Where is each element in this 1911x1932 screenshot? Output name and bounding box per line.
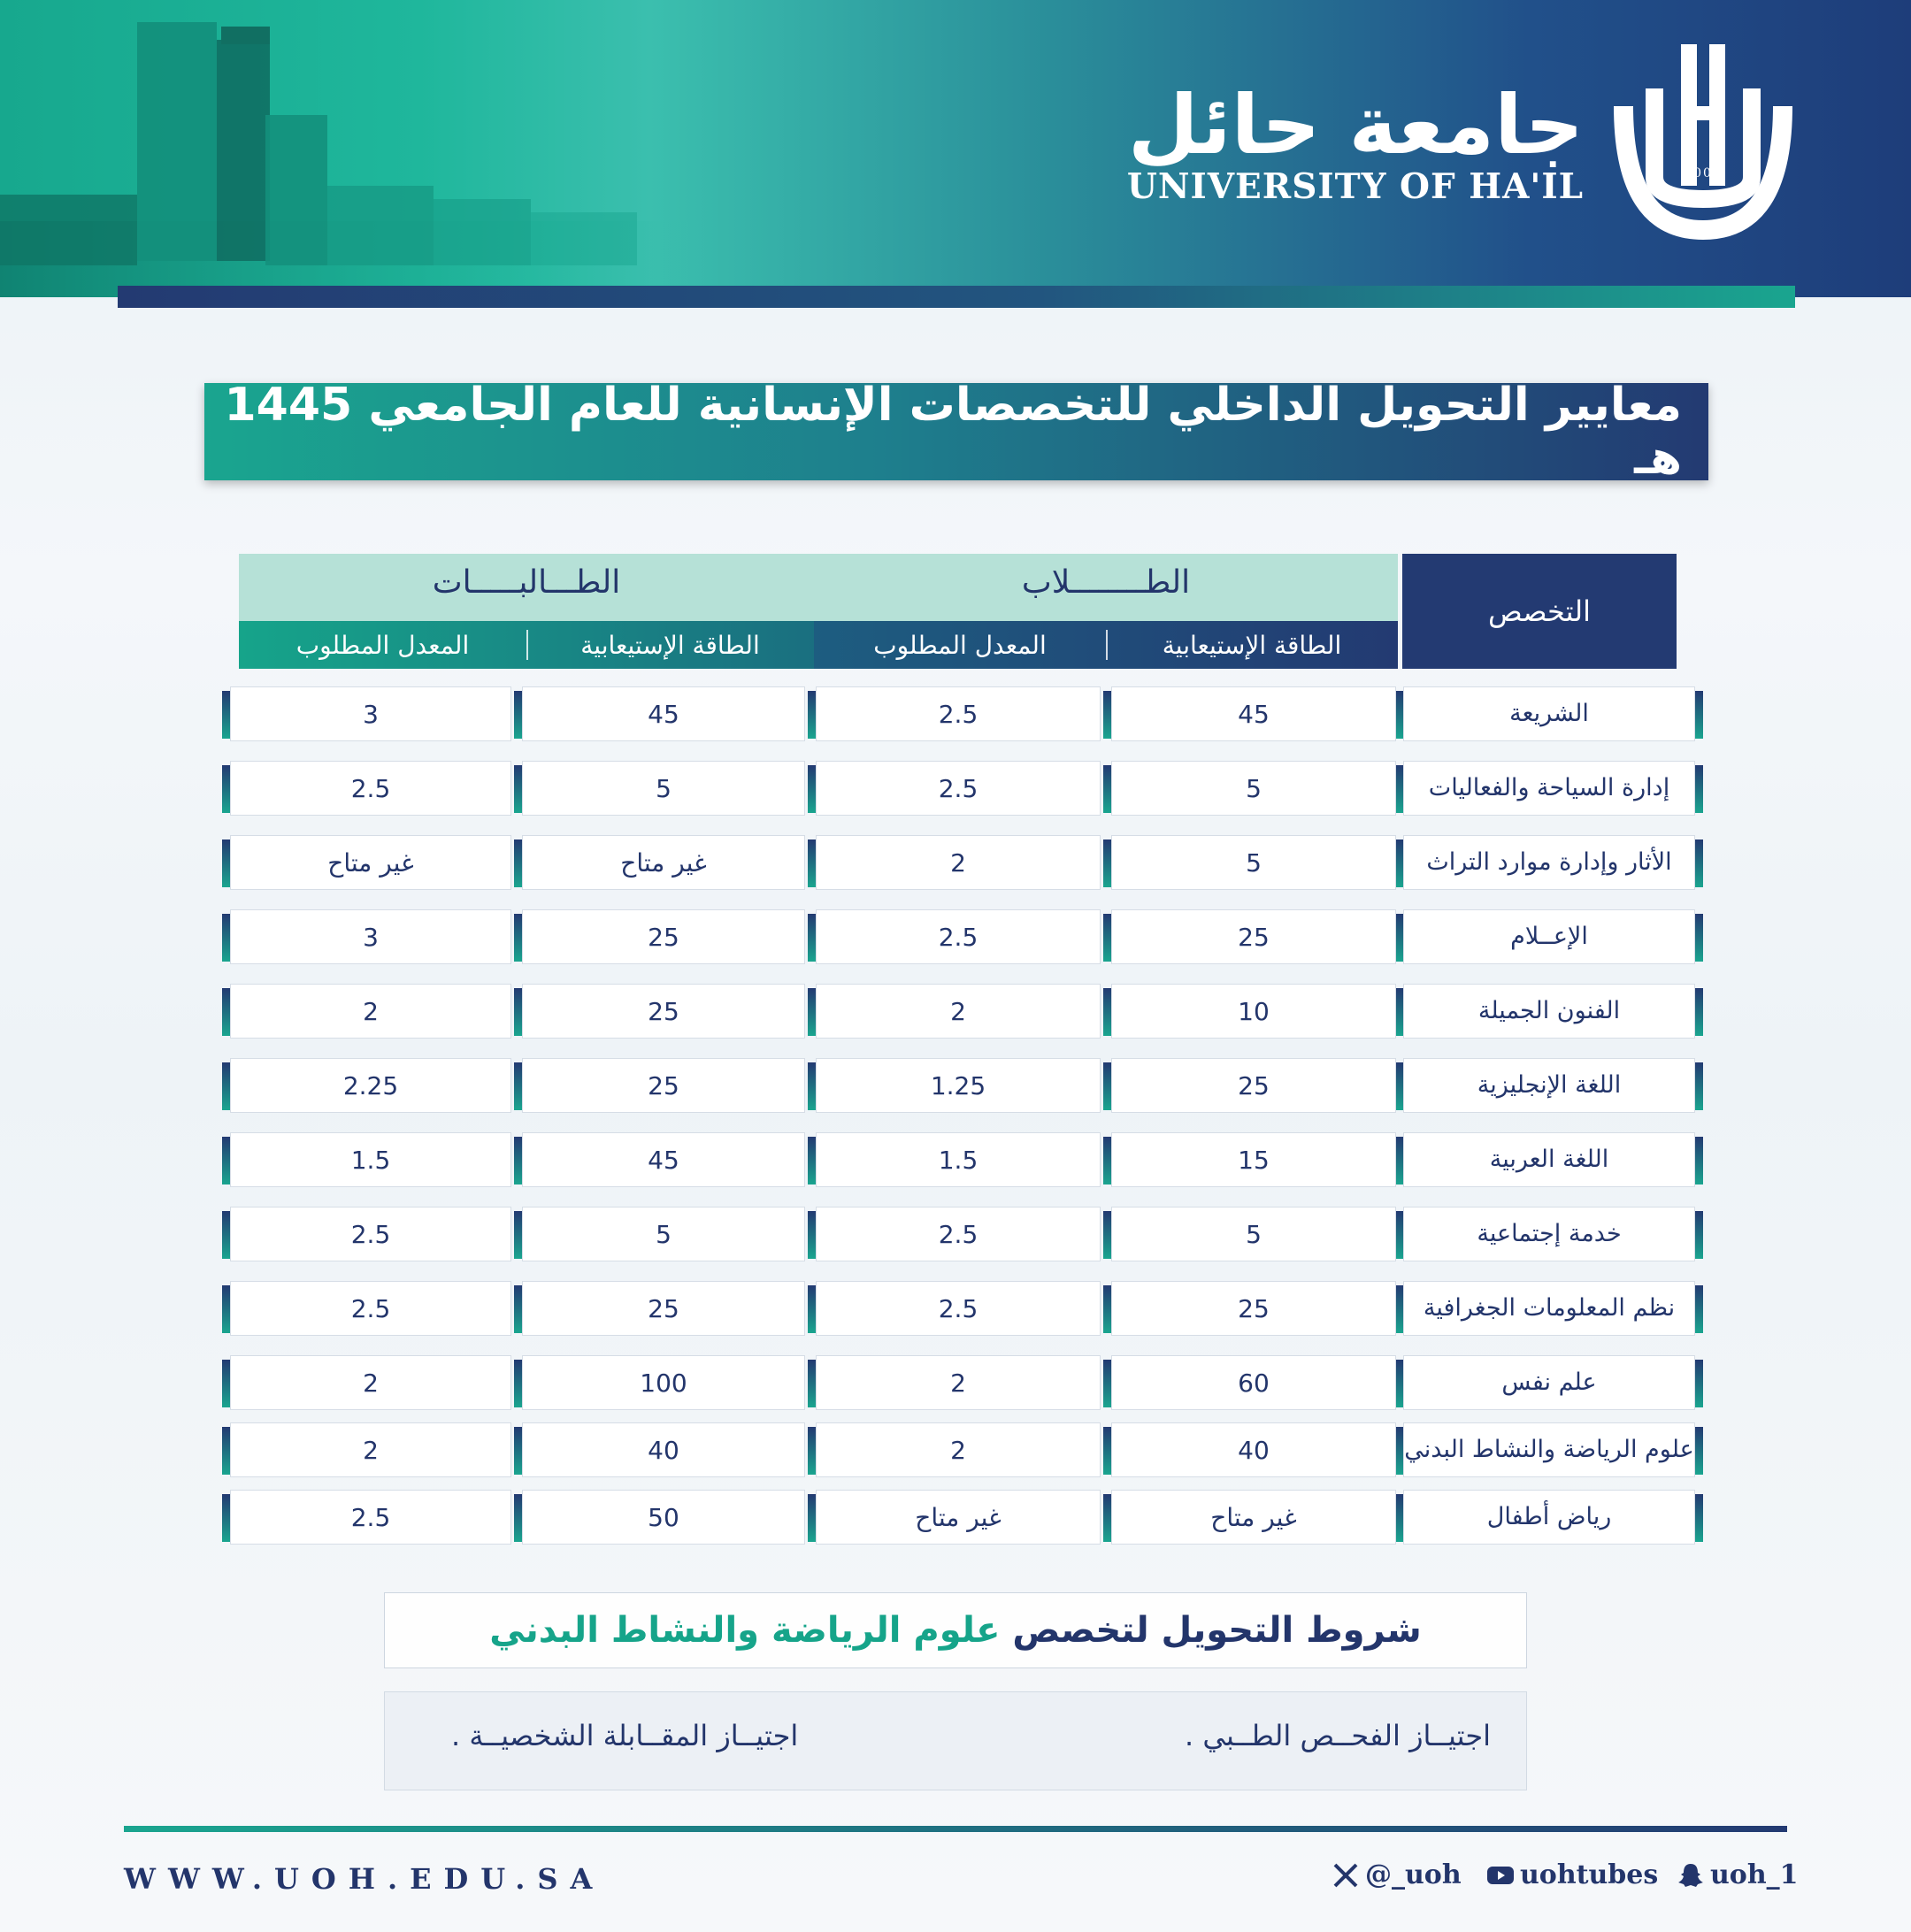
cell-accent-tab: [222, 1137, 230, 1184]
table-row: [218, 1422, 1695, 1479]
major-column-header: التخصص: [1402, 554, 1677, 669]
cell-accent-tab: [222, 765, 230, 813]
cell-accent-tab: [514, 1427, 522, 1475]
cell-accent-tab: [1103, 1062, 1111, 1110]
cell-accent-tab: [808, 1360, 816, 1407]
cell-accent-tab: [514, 1062, 522, 1110]
female-gpa-cell: غير متاح: [230, 835, 511, 890]
female-gpa-cell: 2.5: [230, 1281, 511, 1336]
cell-accent-tab: [222, 1360, 230, 1407]
cell-accent-tab: [1395, 1427, 1403, 1475]
cell-accent-tab: [222, 1211, 230, 1259]
cell-accent-tab: [222, 1427, 230, 1475]
university-name-english: UNIVERSITY OF HA'IL: [1126, 166, 1584, 207]
table-row: [218, 1355, 1695, 1412]
female-capacity-cell: 25: [522, 1281, 805, 1336]
cell-accent-tab: [1695, 1427, 1703, 1475]
female-gpa-cell: 2.5: [230, 1207, 511, 1261]
svg-text:2005: 2005: [1684, 166, 1723, 180]
cell-accent-tab: [808, 1062, 816, 1110]
table-row: [218, 1490, 1695, 1546]
male-capacity-header: الطاقة الإستيعابية: [1106, 621, 1398, 669]
cell-accent-tab: [1103, 1137, 1111, 1184]
cell-accent-tab: [1103, 840, 1111, 887]
male-group-title: الطــــــــلاب: [1021, 564, 1191, 601]
snapchat-handle: uoh_1: [1710, 1859, 1799, 1890]
cell-accent-tab: [1395, 1494, 1403, 1542]
male-capacity-cell: غير متاح: [1111, 1490, 1396, 1545]
table-row: [218, 984, 1695, 1040]
youtube-handle: uohtubes: [1520, 1859, 1659, 1890]
male-group-header: [814, 554, 1398, 669]
female-gpa-cell: 2: [230, 1422, 511, 1477]
cell-accent-tab: [1695, 840, 1703, 887]
cell-accent-tab: [1395, 1360, 1403, 1407]
conditions-title: [384, 1592, 1527, 1668]
header-banner: [0, 0, 1911, 297]
condition-item: اجتيــاز المقــابلة الشخصيــة .: [451, 1719, 799, 1752]
youtube-social-link[interactable]: [1486, 1859, 1658, 1890]
table-row: [218, 1058, 1695, 1115]
female-gpa-cell: 3: [230, 686, 511, 741]
cell-accent-tab: [1695, 765, 1703, 813]
female-gpa-header: المعدل المطلوب: [295, 630, 470, 660]
university-name-arabic: جامعة حائل: [1127, 78, 1584, 172]
cell-accent-tab: [1395, 1062, 1403, 1110]
cell-accent-tab: [514, 988, 522, 1036]
cell-accent-tab: [222, 1494, 230, 1542]
table-row: [218, 1132, 1695, 1189]
male-gpa-cell: 2.5: [816, 761, 1101, 816]
male-gpa-cell: 2: [816, 1355, 1101, 1410]
female-group-title: الطـــالبـــــات: [432, 564, 621, 601]
cell-accent-tab: [1103, 691, 1111, 739]
female-capacity-cell: 100: [522, 1355, 805, 1410]
female-capacity-cell: 25: [522, 1058, 805, 1113]
cell-accent-tab: [1695, 1360, 1703, 1407]
cell-accent-tab: [1103, 1285, 1111, 1333]
male-gpa-cell: 2.5: [816, 686, 1101, 741]
male-capacity-cell: 5: [1111, 761, 1396, 816]
cell-accent-tab: [808, 988, 816, 1036]
cell-accent-tab: [1695, 1285, 1703, 1333]
male-capacity-cell: 5: [1111, 1207, 1396, 1261]
cell-accent-tab: [514, 765, 522, 813]
cell-accent-tab: [1395, 1285, 1403, 1333]
cell-accent-tab: [514, 1285, 522, 1333]
cell-accent-tab: [222, 914, 230, 962]
female-capacity-cell: 45: [522, 686, 805, 741]
cell-accent-tab: [1103, 1211, 1111, 1259]
cell-accent-tab: [222, 840, 230, 887]
emblem-icon: [1606, 27, 1800, 248]
cell-accent-tab: [514, 840, 522, 887]
major-cell: الشريعة: [1403, 686, 1695, 741]
snapchat-icon: [1677, 1861, 1705, 1890]
female-capacity-cell: غير متاح: [522, 835, 805, 890]
female-capacity-cell: 40: [522, 1422, 805, 1477]
cell-accent-tab: [514, 1137, 522, 1184]
cell-accent-tab: [222, 1285, 230, 1333]
male-capacity-cell: 5: [1111, 835, 1396, 890]
male-capacity-cell: 10: [1111, 984, 1396, 1039]
conditions-box: [384, 1691, 1527, 1790]
cell-accent-tab: [1103, 1494, 1111, 1542]
page-title-box: [204, 379, 1708, 485]
female-gpa-cell: 2: [230, 984, 511, 1039]
major-cell: الإعــلام: [1403, 909, 1695, 964]
cell-accent-tab: [222, 988, 230, 1036]
male-capacity-cell: 15: [1111, 1132, 1396, 1187]
male-gpa-cell: 2: [816, 984, 1101, 1039]
major-cell: اللغة العربية: [1403, 1132, 1695, 1187]
conditions-title-prefix: شروط التحويل لتخصص: [1012, 1610, 1422, 1651]
university-emblem: [1606, 27, 1800, 248]
female-gpa-cell: 2.5: [230, 1490, 511, 1545]
cell-accent-tab: [222, 691, 230, 739]
cell-accent-tab: [1695, 988, 1703, 1036]
major-cell: الأثار وإدارة موارد التراث: [1403, 835, 1695, 890]
cell-accent-tab: [808, 840, 816, 887]
male-capacity-cell: 60: [1111, 1355, 1396, 1410]
male-gpa-cell: 2: [816, 835, 1101, 890]
header-underline: [118, 286, 1795, 308]
major-cell: نظم المعلومات الجغرافية: [1403, 1281, 1695, 1336]
male-capacity-cell: 45: [1111, 686, 1396, 741]
major-cell: خدمة إجتماعية: [1403, 1207, 1695, 1261]
cell-accent-tab: [1695, 1062, 1703, 1110]
major-cell: علم نفس: [1403, 1355, 1695, 1410]
female-gpa-cell: 3: [230, 909, 511, 964]
youtube-icon: [1486, 1861, 1515, 1890]
page-title: معايير التحويل الداخلي للتخصصات الإنسانية للعام الجامعي 1445 هـ: [224, 379, 1682, 485]
table-row: [218, 1207, 1695, 1263]
major-cell: علوم الرياضة والنشاط البدني: [1403, 1422, 1695, 1477]
conditions-title-major: علوم الرياضة والنشاط البدني: [489, 1610, 1001, 1651]
campus-illustration: [0, 0, 708, 297]
female-capacity-cell: 25: [522, 909, 805, 964]
major-cell: إدارة السياحة والفعاليات: [1403, 761, 1695, 816]
male-capacity-cell: 25: [1111, 1058, 1396, 1113]
cell-accent-tab: [808, 765, 816, 813]
table-row: [218, 1281, 1695, 1338]
cell-accent-tab: [1395, 988, 1403, 1036]
cell-accent-tab: [514, 691, 522, 739]
x-handle: @_uoh: [1365, 1859, 1462, 1890]
male-gpa-cell: 1.25: [816, 1058, 1101, 1113]
cell-accent-tab: [808, 1427, 816, 1475]
male-gpa-cell: 2.5: [816, 1207, 1101, 1261]
cell-accent-tab: [1395, 1211, 1403, 1259]
table-row: [218, 909, 1695, 966]
female-capacity-cell: 5: [522, 1207, 805, 1261]
cell-accent-tab: [514, 914, 522, 962]
cell-accent-tab: [808, 1285, 816, 1333]
table-row: [218, 835, 1695, 892]
male-gpa-cell: 1.5: [816, 1132, 1101, 1187]
cell-accent-tab: [1103, 765, 1111, 813]
cell-accent-tab: [808, 1137, 816, 1184]
female-capacity-cell: 45: [522, 1132, 805, 1187]
female-gpa-cell: 2.25: [230, 1058, 511, 1113]
cell-accent-tab: [1103, 1427, 1111, 1475]
cell-accent-tab: [808, 1211, 816, 1259]
female-capacity-cell: 50: [522, 1490, 805, 1545]
female-capacity-cell: 5: [522, 761, 805, 816]
x-icon: [1332, 1861, 1360, 1890]
cell-accent-tab: [1395, 840, 1403, 887]
footer-divider: [124, 1826, 1787, 1832]
major-cell: الفنون الجميلة: [1403, 984, 1695, 1039]
male-capacity-cell: 25: [1111, 909, 1396, 964]
cell-accent-tab: [808, 914, 816, 962]
cell-accent-tab: [1695, 691, 1703, 739]
cell-accent-tab: [1695, 1137, 1703, 1184]
female-group-header: [239, 554, 814, 669]
male-gpa-cell: 2.5: [816, 1281, 1101, 1336]
condition-item: اجتيــاز الفحــص الطــبي .: [1184, 1719, 1491, 1752]
major-cell: اللغة الإنجليزية: [1403, 1058, 1695, 1113]
cell-accent-tab: [1395, 914, 1403, 962]
cell-accent-tab: [808, 1494, 816, 1542]
female-capacity-cell: 25: [522, 984, 805, 1039]
major-cell: رياض أطفال: [1403, 1490, 1695, 1545]
cell-accent-tab: [514, 1360, 522, 1407]
website-link[interactable]: WWW.UOH.EDU.SA: [124, 1862, 605, 1896]
male-capacity-cell: 40: [1111, 1422, 1396, 1477]
cell-accent-tab: [1395, 765, 1403, 813]
cell-accent-tab: [514, 1211, 522, 1259]
cell-accent-tab: [1695, 1494, 1703, 1542]
female-gpa-cell: 1.5: [230, 1132, 511, 1187]
male-capacity-cell: 25: [1111, 1281, 1396, 1336]
x-social-link[interactable]: [1332, 1859, 1462, 1890]
cell-accent-tab: [1695, 914, 1703, 962]
cell-accent-tab: [808, 691, 816, 739]
female-gpa-cell: 2: [230, 1355, 511, 1410]
cell-accent-tab: [1395, 1137, 1403, 1184]
cell-accent-tab: [1103, 988, 1111, 1036]
male-gpa-cell: 2: [816, 1422, 1101, 1477]
cell-accent-tab: [222, 1062, 230, 1110]
table-row: [218, 686, 1695, 743]
cell-accent-tab: [1103, 914, 1111, 962]
male-gpa-cell: 2.5: [816, 909, 1101, 964]
cell-accent-tab: [514, 1494, 522, 1542]
snapchat-social-link[interactable]: [1677, 1859, 1799, 1890]
female-gpa-cell: 2.5: [230, 761, 511, 816]
female-capacity-header: الطاقة الإستيعابية: [526, 621, 814, 669]
male-gpa-header: المعدل المطلوب: [873, 630, 1047, 660]
table-row: [218, 761, 1695, 817]
cell-accent-tab: [1695, 1211, 1703, 1259]
cell-accent-tab: [1103, 1360, 1111, 1407]
cell-accent-tab: [1395, 691, 1403, 739]
male-gpa-cell: غير متاح: [816, 1490, 1101, 1545]
